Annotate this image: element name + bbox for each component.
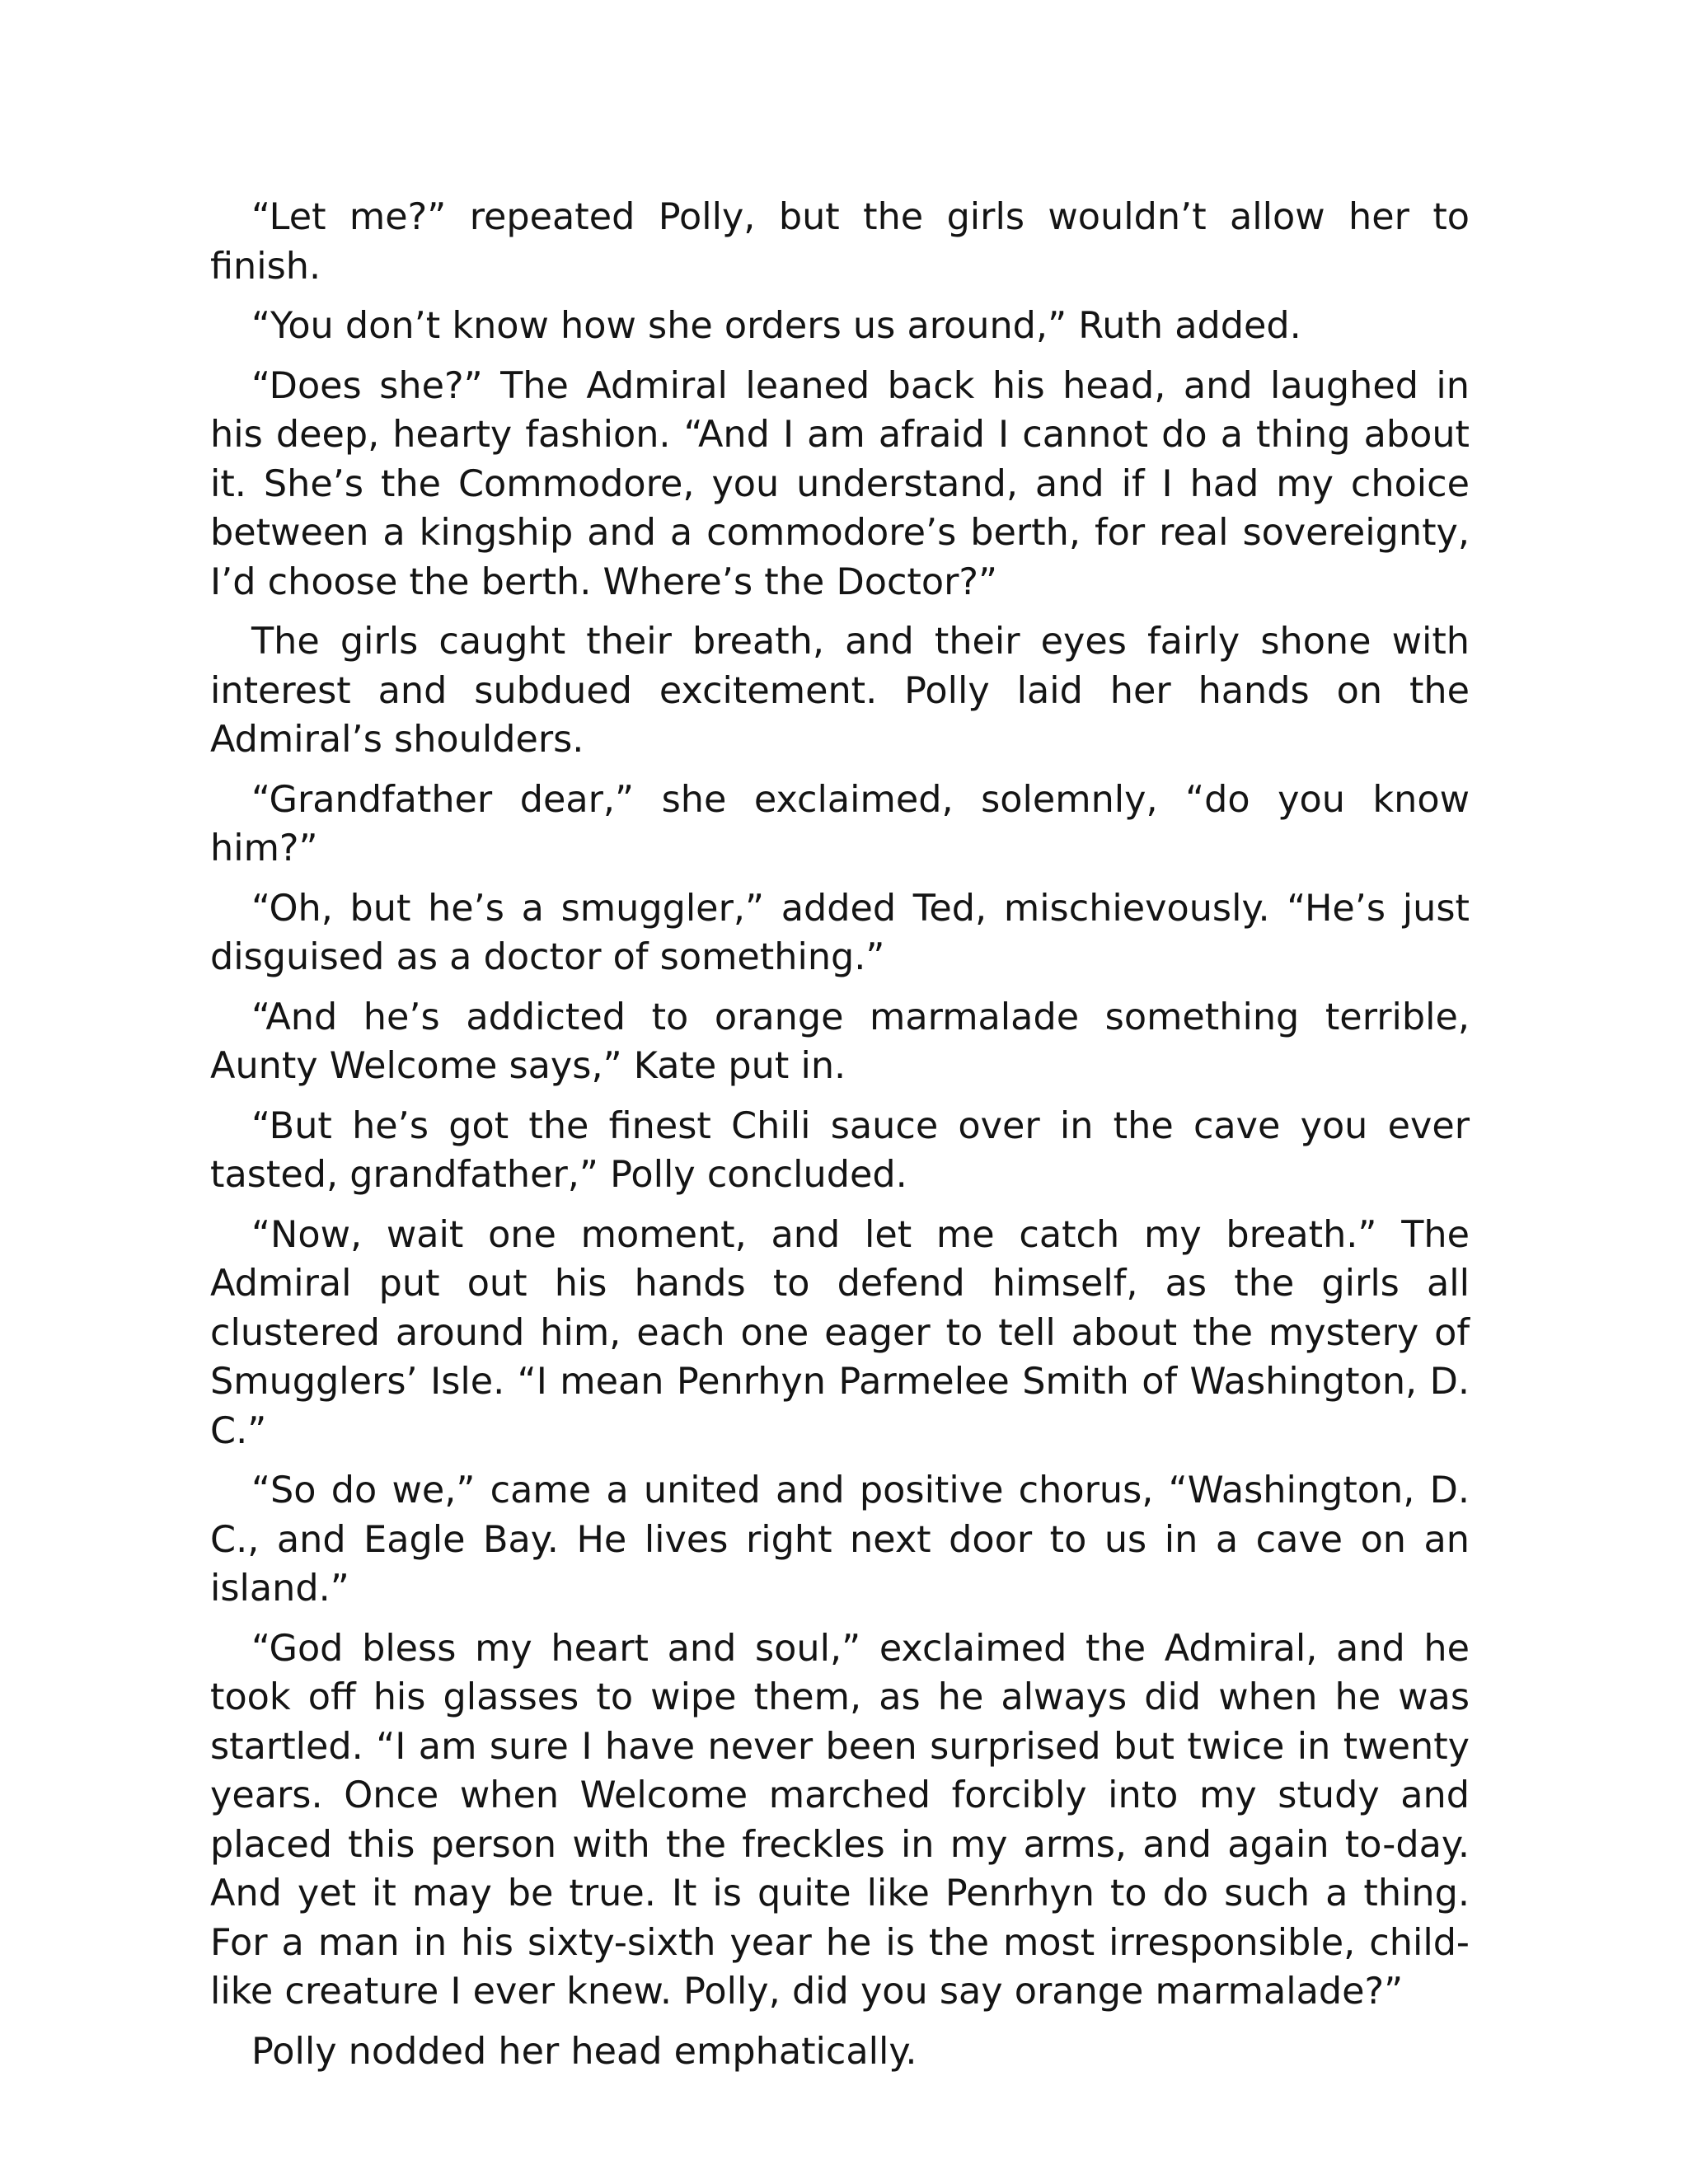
paragraph-8: “But he’s got the finest Chili sauce over in the cave you ever tasted, grandfather,” Polly concluded. (210, 1104, 1470, 1196)
paragraph-4: The girls caught their breath, and their eyes fairly shone with interest and subdued excitement. Polly laid her hands on the Admiral’s shoulders. (210, 621, 1470, 761)
paragraph-5: “Grandfather dear,” she exclaimed, solemnly, “do you know him?” (210, 778, 1470, 869)
paragraph-7: “And he’s addicted to orange marmalade something terrible, Aunty Welcome says,” Kate put in. (210, 996, 1470, 1087)
paragraph-6: “Oh, but he’s a smuggler,” added Ted, mischievously. “He’s just disguised as a doctor of something.” (210, 887, 1470, 978)
paragraph-3: “Does she?” The Admiral leaned back his head, and laughed in his deep, hearty fashion. “And I am afraid I cannot do a thing about it. She’s the Commodore, you understand, and if I had my choice between a kingship and a commodore’s berth, for real sovereignty, I’d choose the berth. Where’s the Doctor?” (210, 364, 1470, 603)
paragraph-12: Polly nodded her head emphatically. (251, 2030, 917, 2073)
paragraph-11: “God bless my heart and soul,” exclaimed the Admiral, and he took off his glasses to wipe them, as he always did when he was startled. “I am sure I have never been surprised but twice in twenty years. Once when Welcome marched forcibly into my study and placed this person with the freckles in my arms, and again to-day. And yet it may be true. It is quite like Penrhyn to do such a thing. For a man in his sixty-sixth year he is the most irresponsible, child-like creature I ever knew. Polly, did you say orange marmalade?” (210, 1627, 1470, 2013)
paragraph-2: “You don’t know how she orders us around,” Ruth added. (251, 305, 1301, 347)
page-body-text (210, 193, 1470, 2087)
paragraph-10: “So do we,” came a united and positive chorus, “Washington, D. C., and Eagle Bay. He lives right next door to us in a cave on an island.” (210, 1469, 1470, 1610)
paragraph-1: “Let me?” repeated Polly, but the girls wouldn’t allow her to finish. (210, 196, 1470, 288)
paragraph-9: “Now, wait one moment, and let me catch my breath.” The Admiral put out his hands to defend himself, as the girls all clustered around him, each one eager to tell about the mystery of Smugglers’ Isle. “I mean Penrhyn Parmelee Smith of Washington, D. C.” (210, 1213, 1470, 1452)
